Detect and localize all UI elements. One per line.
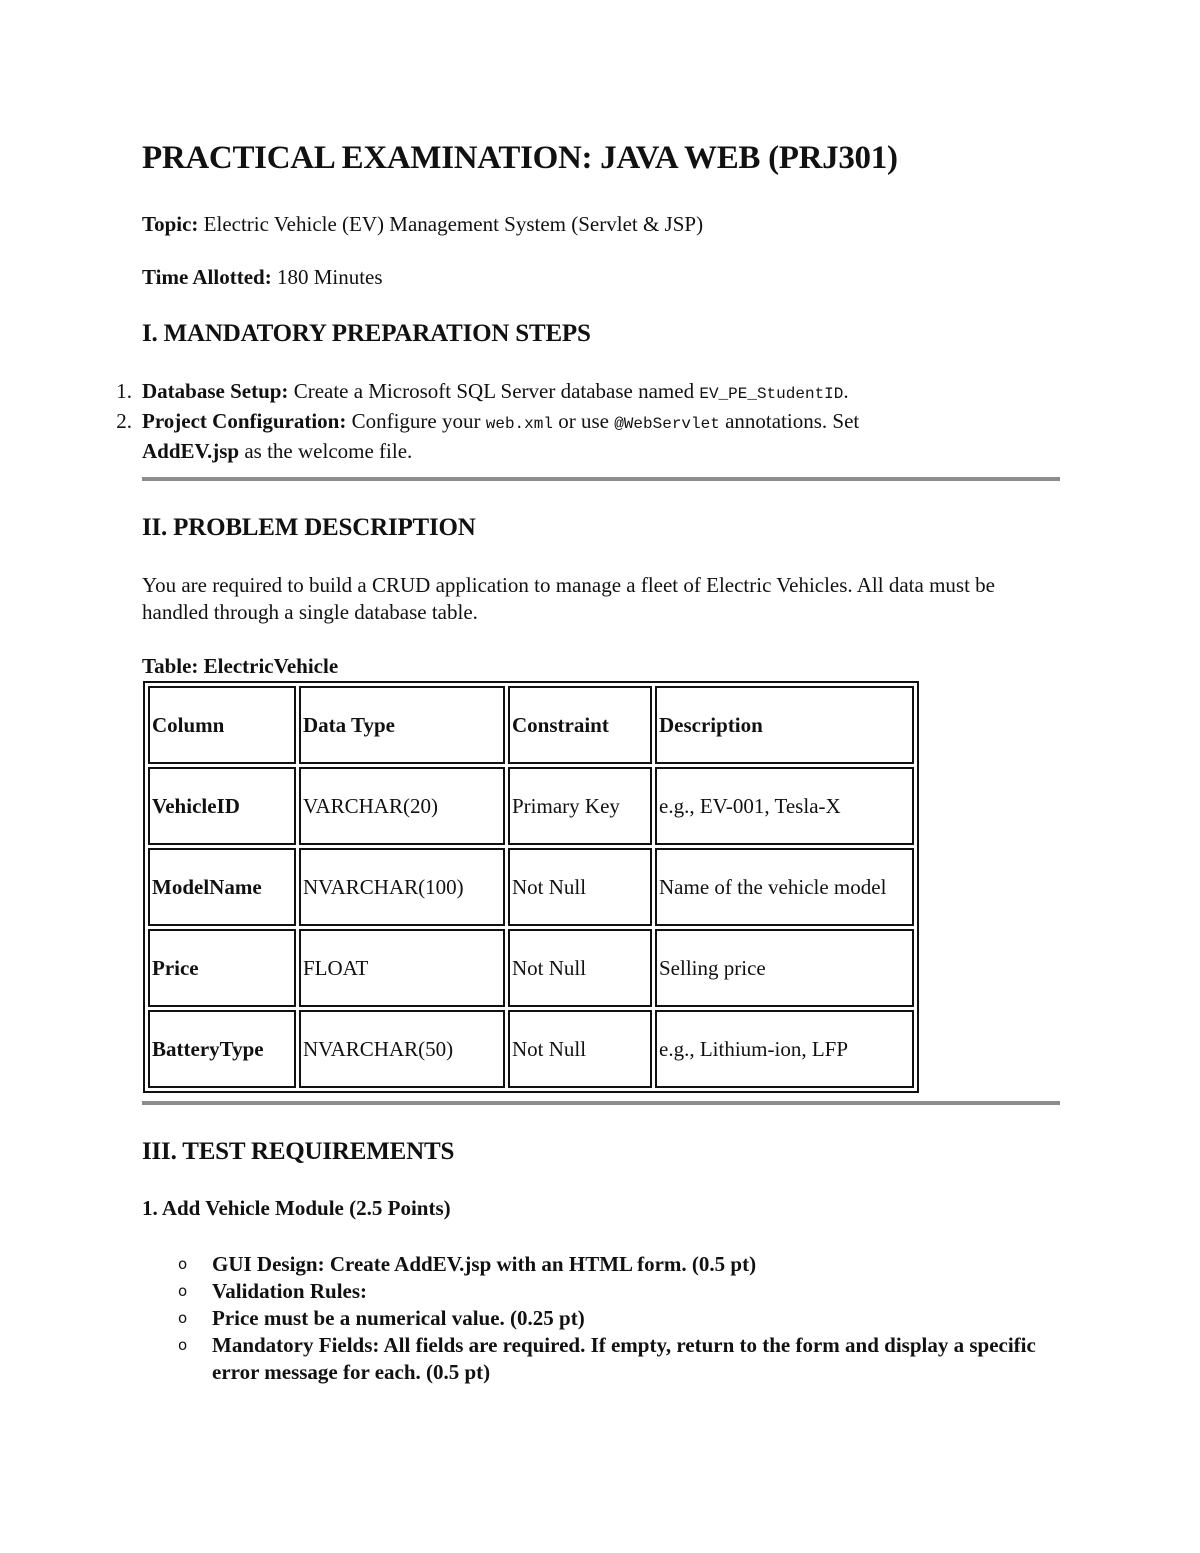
- problem-paragraph: You are required to build a CRUD application to manage a fleet of Electric Vehicles. All data must be handled through a single database table.: [142, 573, 995, 624]
- table-header-cell: Constraint: [508, 686, 652, 764]
- table-cell: ModelName: [148, 848, 296, 926]
- horizontal-divider: [142, 477, 1060, 481]
- table-header-cell: Column: [148, 686, 296, 764]
- list-item: [178, 1278, 1060, 1305]
- table-cell: BatteryType: [148, 1010, 296, 1088]
- step-text: annotations. Set: [719, 409, 860, 433]
- table-cell: Not Null: [508, 848, 652, 926]
- table-cell: VehicleID: [148, 767, 296, 845]
- table-row: [148, 848, 914, 926]
- electric-vehicle-table: [143, 681, 919, 1093]
- requirement-text: Price must be a numerical value. (0.25 pt): [212, 1306, 585, 1330]
- table-cell: NVARCHAR(100): [299, 848, 505, 926]
- code-database-name: EV_PE_StudentID: [699, 385, 844, 403]
- list-item: [102, 408, 1022, 465]
- step-label: Project Configuration:: [142, 409, 347, 433]
- time-value: 180 Minutes: [271, 265, 383, 289]
- horizontal-divider: [142, 1101, 1060, 1105]
- table-caption: Table: ElectricVehicle: [142, 654, 339, 678]
- page-title: PRACTICAL EXAMINATION: JAVA WEB (PRJ301): [142, 140, 898, 176]
- table-cell: Primary Key: [508, 767, 652, 845]
- table-header-cell: Data Type: [299, 686, 505, 764]
- time-label: Time Allotted:: [142, 265, 272, 289]
- table-header-cell: Description: [655, 686, 914, 764]
- requirement-text: Validation Rules:: [212, 1279, 368, 1303]
- section-heading-problem: II. PROBLEM DESCRIPTION: [142, 514, 476, 541]
- section-heading-requirements: III. TEST REQUIREMENTS: [142, 1138, 455, 1165]
- table-cell: Name of the vehicle model: [655, 848, 914, 926]
- list-item: [178, 1251, 1060, 1278]
- section-heading-preparation: I. MANDATORY PREPARATION STEPS: [142, 320, 591, 347]
- table-cell: Not Null: [508, 929, 652, 1007]
- circle-bullet-icon: o: [178, 1336, 188, 1354]
- circle-bullet-icon: o: [178, 1309, 188, 1327]
- time-line: [142, 265, 383, 290]
- table-cell: Selling price: [655, 929, 914, 1007]
- step-text: Configure your: [346, 409, 486, 433]
- list-item: [102, 378, 1022, 408]
- list-item: [178, 1332, 1060, 1386]
- step-text: Create a Microsoft SQL Server database named: [288, 379, 700, 403]
- code-web-xml: web.xml: [485, 415, 553, 433]
- table-row: [148, 929, 914, 1007]
- table-cell: e.g., EV-001, Tesla-X: [655, 767, 914, 845]
- table-header-row: [148, 686, 914, 764]
- welcome-file-name: AddEV.jsp: [142, 439, 240, 463]
- requirement-text: Mandatory Fields: All fields are required. If empty, return to the form and display a specific error message for each. (0.5 pt): [212, 1333, 1036, 1384]
- step-label: Database Setup:: [142, 379, 289, 403]
- table-cell: VARCHAR(20): [299, 767, 505, 845]
- list-number: 2.: [116, 409, 132, 433]
- topic-line: [142, 212, 703, 237]
- circle-bullet-icon: o: [178, 1255, 188, 1273]
- table-row: [148, 767, 914, 845]
- step-text: as the welcome file.: [239, 439, 413, 463]
- table-cell: FLOAT: [299, 929, 505, 1007]
- circle-bullet-icon: o: [178, 1282, 188, 1300]
- list-number: 1.: [116, 379, 132, 403]
- requirement-text: GUI Design: Create AddEV.jsp with an HTML form. (0.5 pt): [212, 1252, 757, 1276]
- table-cell: Not Null: [508, 1010, 652, 1088]
- table-cell: NVARCHAR(50): [299, 1010, 505, 1088]
- table-cell: e.g., Lithium-ion, LFP: [655, 1010, 914, 1088]
- topic-label: Topic:: [142, 212, 199, 236]
- step-text: .: [843, 379, 849, 403]
- topic-value: Electric Vehicle (EV) Management System (Servlet & JSP): [198, 212, 704, 236]
- code-webservlet: @WebServlet: [614, 415, 720, 433]
- list-item: [178, 1305, 1060, 1332]
- preparation-steps-list: [102, 378, 1022, 465]
- table-cell: Price: [148, 929, 296, 1007]
- table-row: [148, 1010, 914, 1088]
- subsection-heading: 1. Add Vehicle Module (2.5 Points): [142, 1196, 451, 1220]
- requirements-list: [178, 1251, 1060, 1386]
- step-text: or use: [552, 409, 615, 433]
